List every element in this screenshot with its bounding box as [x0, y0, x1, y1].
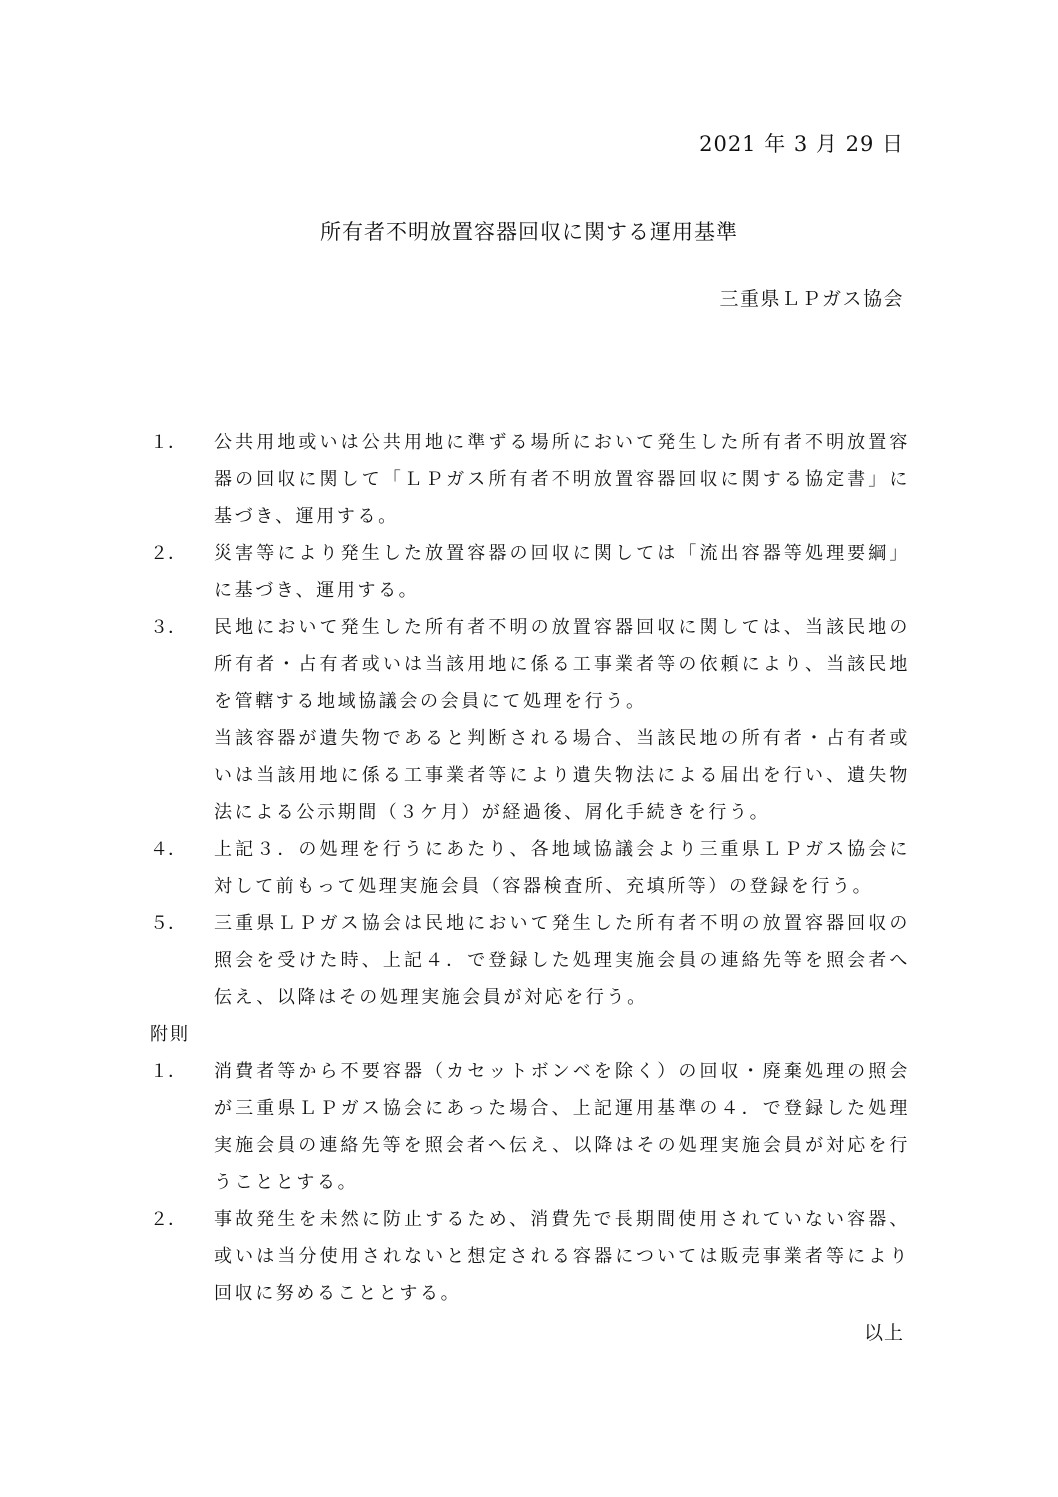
- clause-number: １．: [150, 432, 186, 453]
- appendix-clause-text: 事故発生を未然に防止するため、消費先で長期間使用されていない容器、或いは当分使用されないと想定される容器については販売事業者等により回収に努めることとする。: [214, 1209, 910, 1304]
- clause-paragraph: 上記３．の処理を行うにあたり、各地域協議会より三重県ＬＰガス協会に対して前もって処理実施会員（容器検査所、充填所等）の登録を行う。: [214, 839, 910, 897]
- document-title: 所有者不明放置容器回収に関する運用基準: [320, 220, 738, 244]
- issuing-organization: 三重県ＬＰガス協会: [719, 288, 904, 310]
- clause-paragraph: 当該容器が遺失物であると判断される場合、当該民地の所有者・占有者或いは当該用地に係る工事業者等により遺失物法による届出を行い、遺失物法による公示期間（３ケ月）が経過後、屑化手続きを行う。: [214, 728, 910, 823]
- clause-text: [214, 831, 910, 905]
- clause-text: [214, 535, 910, 609]
- appendix-clause-text: 消費者等から不要容器（カセットボンベを除く）の回収・廃棄処理の照会が三重県ＬＰガス協会にあった場合、上記運用基準の４．で登録した処理実施会員の連絡先等を照会者へ伝え、以降はその処理実施会員が対応を行うこととする。: [214, 1061, 910, 1193]
- clause-2: [150, 535, 910, 609]
- document-body: [150, 424, 910, 1312]
- clause-4: [150, 831, 910, 905]
- clause-paragraph: 三重県ＬＰガス協会は民地において発生した所有者不明の放置容器回収の照会を受けた時、上記４．で登録した処理実施会員の連絡先等を照会者へ伝え、以降はその処理実施会員が対応を行う。: [214, 913, 910, 1008]
- appendix-clause-number: １．: [150, 1061, 186, 1082]
- clause-number: ５．: [150, 913, 186, 934]
- clause-5: [150, 905, 910, 1016]
- clause-1: [150, 424, 910, 535]
- clause-number: ３．: [150, 617, 186, 638]
- appendix-clause-number: ２．: [150, 1209, 186, 1230]
- document-date: 2021 年 3 月 29 日: [699, 132, 904, 156]
- clause-number: ２．: [150, 543, 186, 564]
- clause-paragraph: 災害等により発生した放置容器の回収に関しては「流出容器等処理要綱」に基づき、運用する。: [214, 543, 910, 601]
- clause-text: [214, 609, 910, 831]
- clause-paragraph: 民地において発生した所有者不明の放置容器回収に関しては、当該民地の所有者・占有者或いは当該用地に係る工事業者等の依頼により、当該民地を管轄する地域協議会の会員にて処理を行う。: [214, 617, 910, 712]
- appendix-clause-1: [150, 1053, 910, 1201]
- appendix-clause-2: [150, 1201, 910, 1312]
- appendix-heading: 附則: [150, 1024, 190, 1045]
- clause-text: [214, 424, 910, 535]
- clause-number: ４．: [150, 839, 186, 860]
- clause-text: [214, 905, 910, 1016]
- clause-3: [150, 609, 910, 831]
- closing-mark: 以上: [863, 1322, 904, 1344]
- clause-paragraph: 公共用地或いは公共用地に準ずる場所において発生した所有者不明放置容器の回収に関して「ＬＰガス所有者不明放置容器回収に関する協定書」に基づき、運用する。: [214, 432, 910, 527]
